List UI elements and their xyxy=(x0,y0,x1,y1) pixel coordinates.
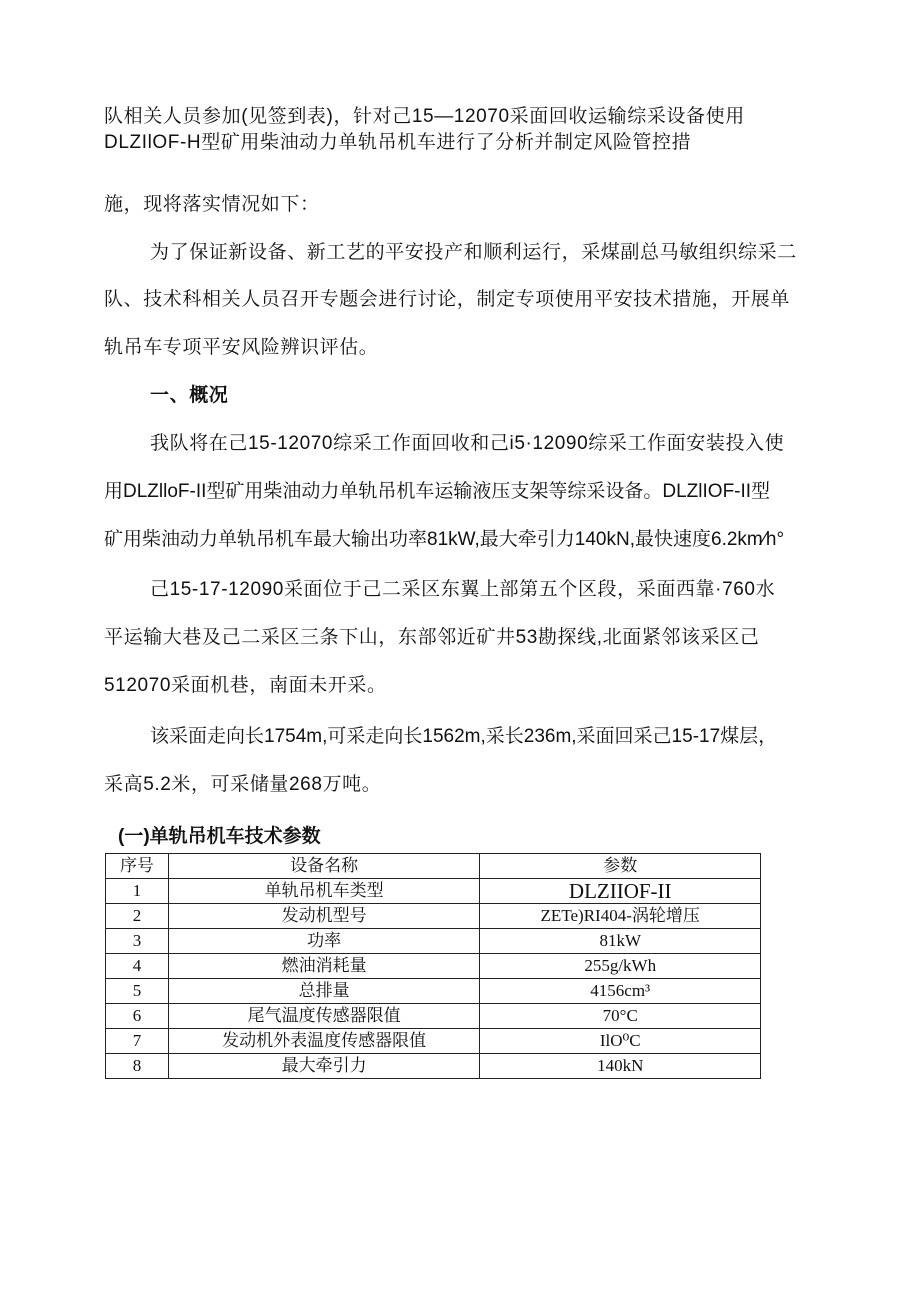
table-cell: 255g/kWh xyxy=(480,954,761,979)
table-cell: 5 xyxy=(106,979,169,1004)
table-cell: ZETe)RI404-涡轮增压 xyxy=(480,904,761,929)
table-row xyxy=(106,1029,761,1054)
body-line: DLZIlOF-H型矿用柴油动力单轨吊机车进行了分析并制定风险管控措 xyxy=(104,132,692,153)
table-cell: 8 xyxy=(106,1054,169,1079)
table-title: (一)单轨吊机车技术参数 xyxy=(118,826,321,847)
body-line: 512070采面机巷，南面未开采。 xyxy=(104,675,387,696)
table-row xyxy=(106,1054,761,1079)
table-cell: 70°C xyxy=(480,1004,761,1029)
header-cell: 序号 xyxy=(106,854,169,879)
section-heading: 一、概况 xyxy=(150,385,229,406)
body-line: 我队将在己15-12070综采工作面回收和己i5·12090综采工作面安装投入使 xyxy=(150,433,785,454)
table-cell: IlO⁰C xyxy=(480,1029,761,1054)
table-cell: 最大牵引力 xyxy=(168,1054,480,1079)
table-row xyxy=(106,954,761,979)
body-line: 轨吊车专项平安风险辨识评估。 xyxy=(104,337,379,358)
body-line: 施，现将落实情况如下： xyxy=(104,194,320,215)
table-cell: 2 xyxy=(106,904,169,929)
table-cell: 发动机外表温度传感器限值 xyxy=(168,1029,480,1054)
table-row xyxy=(106,929,761,954)
table-header-row xyxy=(106,854,761,879)
body-line: 平运输大巷及己二采区三条下山，东部邻近矿井53勘探线,北面紧邻该采区己 xyxy=(104,627,760,648)
body-line: 己15-17-12090采面位于己二采区东翼上部第五个区段，采面西靠·760水 xyxy=(150,579,776,600)
table-cell: 单轨吊机车类型 xyxy=(168,879,480,904)
table-cell: 功率 xyxy=(168,929,480,954)
header-cell: 参数 xyxy=(480,854,761,879)
table-row xyxy=(106,1004,761,1029)
body-line: 为了保证新设备、新工艺的平安投产和顺利运行，采煤副总马敏组织综采二 xyxy=(150,242,797,263)
table-cell: 140kN xyxy=(480,1054,761,1079)
body-line: 矿用柴油动力单轨吊机车最大输出功率81kW,最大牵引力140kN,最快速度6.2km∕h° xyxy=(104,529,785,550)
table-cell: 发动机型号 xyxy=(168,904,480,929)
table-cell: 81kW xyxy=(480,929,761,954)
table-cell: 4 xyxy=(106,954,169,979)
table-cell: 4156cm³ xyxy=(480,979,761,1004)
header-cell: 设备名称 xyxy=(168,854,480,879)
table-cell: 3 xyxy=(106,929,169,954)
table-row xyxy=(106,904,761,929)
body-line: 队、技术科相关人员召开专题会进行讨论，制定专项使用平安技术措施，开展单 xyxy=(104,289,791,310)
table-cell: 6 xyxy=(106,1004,169,1029)
table-cell: 1 xyxy=(106,879,169,904)
body-line: 队相关人员参加(见签到表)，针对己15—12070采面回收运输综采设备使用 xyxy=(104,106,745,127)
body-line: 用DLZlloF-II型矿用柴油动力单轨吊机车运输液压支架等综采设备。DLZlIOF-II型 xyxy=(104,481,771,502)
table-row xyxy=(106,879,761,904)
body-line: 该采面走向长1754m,可采走向长1562m,采长236m,采面回采己15-17煤层， xyxy=(150,726,778,747)
table-cell: 燃油消耗量 xyxy=(168,954,480,979)
table-cell: 尾气温度传感器限值 xyxy=(168,1004,480,1029)
parameters-table xyxy=(105,853,761,1079)
table-cell: DLZIIOF-II xyxy=(480,879,761,904)
table-cell: 总排量 xyxy=(168,979,480,1004)
table-row xyxy=(106,979,761,1004)
table-cell: 7 xyxy=(106,1029,169,1054)
body-line: 采高5.2米，可采储量268万吨。 xyxy=(104,774,382,795)
